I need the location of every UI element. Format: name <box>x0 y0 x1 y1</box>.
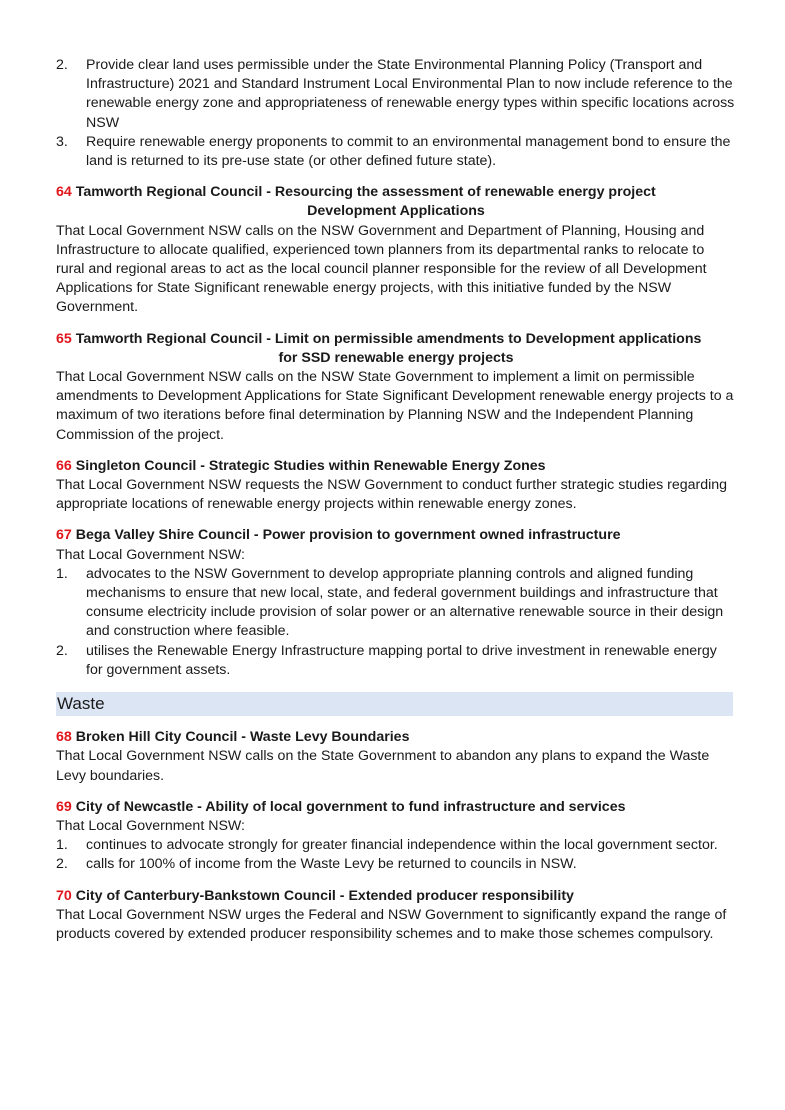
resolution-heading: 70 City of Canterbury-Bankstown Council - Extended producer responsibility <box>56 887 574 904</box>
list-item: 2. Provide clear land uses permissible under the State Environmental Planning Policy (Transport and Infrastructure) 2021 and Standard Instrument Local Environmental Plan to now include reference to the renewable energy zone and appropriateness of renewable energy types within specific locations across NSW <box>56 57 735 131</box>
resolution-intro: That Local Government NSW: <box>56 817 245 834</box>
resolution-heading: 65 Tamworth Regional Council - Limit on permissible amendments to Development applications for SSD renewable energy projects <box>56 330 702 366</box>
list-item: 1. advocates to the NSW Government to develop appropriate planning controls and aligned funding mechanisms to ensure that new local, state, and federal government buildings and infrastructure that consume electricity include provision of solar power or an alternative renewable source in their design and construction where feasible. <box>56 565 724 640</box>
list-item: 2. calls for 100% of income from the Waste Levy be returned to councils in NSW. <box>56 856 577 873</box>
resolution-list <box>56 836 736 874</box>
list-item: 1. continues to advocate strongly for greater financial independence within the local government sector. <box>56 837 718 854</box>
resolution-number: 70 <box>56 887 72 904</box>
resolution-body: That Local Government NSW calls on the NSW State Government to implement a limit on permissible amendments to Development Applications for State Significant Development renewable energy projects to a maximum of two iterations before final determination by Planning NSW and the Independent Planning Commission of the project. <box>56 369 734 443</box>
resolution-heading: 67 Bega Valley Shire Council - Power provision to government owned infrastructure <box>56 527 621 544</box>
resolution-68 <box>56 728 736 786</box>
resolution-list <box>56 565 736 680</box>
resolution-heading: 66 Singleton Council - Strategic Studies within Renewable Energy Zones <box>56 457 546 474</box>
resolution-body: That Local Government NSW requests the NSW Government to conduct further strategic studies regarding appropriate locations of renewable energy projects within renewable energy zones. <box>56 477 728 513</box>
resolution-heading: 64 Tamworth Regional Council - Resourcing the assessment of renewable energy project Development Applications <box>56 184 656 220</box>
resolution-heading: 68 Broken Hill City Council - Waste Levy Boundaries <box>56 729 410 746</box>
list-item: 2. utilises the Renewable Energy Infrastructure mapping portal to drive investment in renewable energy for government assets. <box>56 642 717 678</box>
resolution-number: 65 <box>56 330 72 347</box>
top-list <box>56 56 736 171</box>
resolution-number: 66 <box>56 457 72 474</box>
list-item: 3. Require renewable energy proponents to commit to an environmental management bond to ensure the land is returned to its pre-use state (or other defined future state). <box>56 133 731 170</box>
section-heading-waste: Waste <box>56 692 733 716</box>
resolution-number: 69 <box>56 798 72 815</box>
resolution-64 <box>56 183 736 317</box>
resolution-body: That Local Government NSW urges the Federal and NSW Government to significantly expand the range of products covered by extended producer responsibility schemes and to make those schemes compulsory. <box>56 906 727 942</box>
resolution-number: 67 <box>56 527 72 544</box>
resolution-body: That Local Government NSW calls on the State Government to abandon any plans to expand the Waste Levy boundaries. <box>56 748 710 784</box>
resolution-body: That Local Government NSW calls on the NSW Government and Department of Planning, Housing and Infrastructure to allocate qualified, experienced town planners from its departmental ranks to relocate to rural and regional areas to act as the local council planner responsible for the review of all Development Applications for State Significant renewable energy projects, with this initiative funded by the NSW Government. <box>56 222 707 316</box>
resolution-heading: 69 City of Newcastle - Ability of local government to fund infrastructure and services <box>56 798 626 815</box>
resolution-number: 68 <box>56 729 72 746</box>
resolution-69 <box>56 798 736 875</box>
resolution-66 <box>56 457 736 515</box>
resolution-intro: That Local Government NSW: <box>56 546 245 563</box>
resolution-number: 64 <box>56 184 72 201</box>
resolution-70 <box>56 887 736 945</box>
resolution-67 <box>56 526 736 680</box>
document-page <box>56 56 736 944</box>
resolution-65 <box>56 330 736 445</box>
